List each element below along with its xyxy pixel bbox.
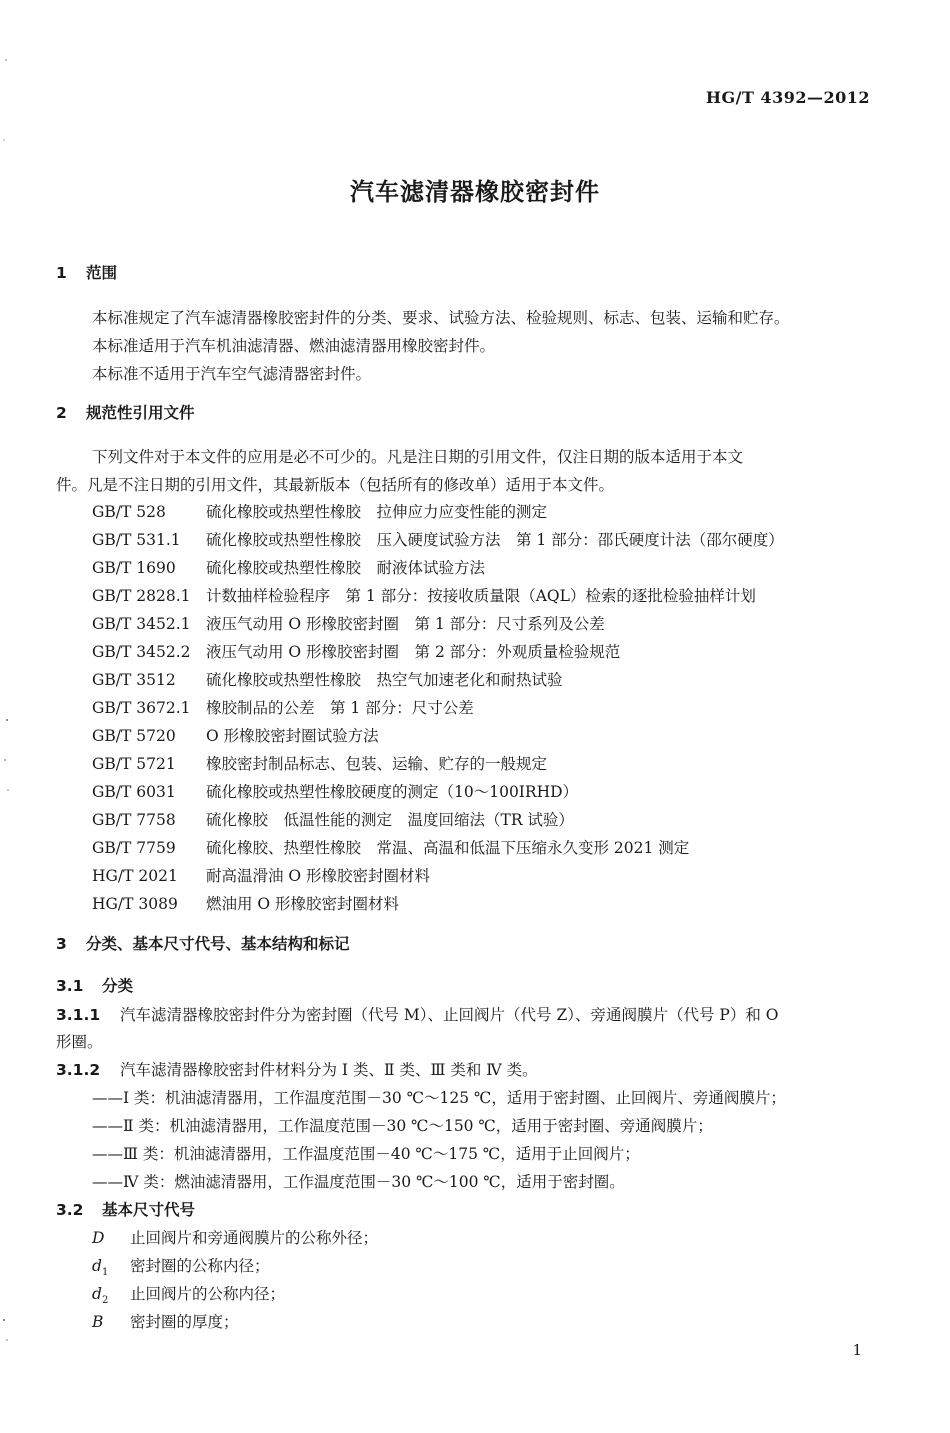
reference-item [92, 561, 485, 577]
reference-item [92, 897, 399, 913]
reference-code: HG/T 2021 [92, 867, 178, 885]
symbol-letter: d [92, 1285, 102, 1303]
dimension-symbol-item [92, 1315, 239, 1334]
list-item: ——Ⅱ 类：机油滤清器用，工作温度范围－30 ℃～150 ℃，适用于密封圈、旁通阀膜片； [92, 1117, 713, 1135]
reference-code: GB/T 531.1 [92, 531, 181, 549]
dimension-symbol-item [92, 1231, 378, 1250]
reference-code: HG/T 3089 [92, 895, 178, 913]
symbol-letter: D [92, 1229, 105, 1247]
clause-3-1-1 [56, 1008, 779, 1024]
dimension-symbol-item [92, 1259, 270, 1278]
reference-title: 硫化橡胶或热塑性橡胶 压入硬度试验方法 第 1 部分：邵氏硬度计法（邵尔硬度） [206, 531, 784, 549]
reference-title: 橡胶制品的公差 第 1 部分：尺寸公差 [206, 699, 474, 717]
reference-title: 硫化橡胶或热塑性橡胶 热空气加速老化和耐热试验 [206, 671, 563, 689]
symbol-letter: d [92, 1257, 102, 1275]
reference-title: 液压气动用 O 形橡胶密封圈 第 2 部分：外观质量检验规范 [206, 643, 621, 661]
clause-number: 3.1.1 [56, 1006, 101, 1024]
symbol-subscript: 1 [101, 1267, 109, 1279]
reference-title: 液压气动用 O 形橡胶密封圈 第 1 部分：尺寸系列及公差 [206, 615, 605, 633]
list-item: ——Ⅲ 类：机油滤清器用，工作温度范围－40 ℃～175 ℃，适用于止回阀片； [92, 1145, 640, 1163]
section-title: 分类 [102, 977, 134, 995]
symbol-letter: B [92, 1313, 104, 1331]
section-title: 基本尺寸代号 [102, 1201, 196, 1219]
section-number: 3.1 [56, 977, 84, 995]
section-2-heading [56, 406, 195, 422]
reference-title: 橡胶密封制品标志、包装、运输、贮存的一般规定 [206, 755, 548, 773]
section-number: 3 [56, 935, 67, 953]
dimension-description: 密封圈的公称内径； [130, 1257, 270, 1275]
reference-code: GB/T 3512 [92, 671, 176, 689]
document-title: 汽车滤清器橡胶密封件 [350, 178, 600, 206]
reference-code: GB/T 6031 [92, 783, 176, 801]
clause-number: 3.1.2 [56, 1061, 101, 1079]
reference-title: 硫化橡胶、热塑性橡胶 常温、高温和低温下压缩永久变形 2021 测定 [206, 839, 690, 857]
paragraph: 下列文件对于本文件的应用是必不可少的。凡是注日期的引用文件，仅注日期的版本适用于本文 [92, 448, 744, 466]
section-number: 3.2 [56, 1201, 84, 1219]
reference-code: GB/T 5721 [92, 755, 176, 773]
reference-item [92, 841, 689, 857]
dimension-description: 止回阀片的公称内径； [130, 1285, 286, 1303]
section-number: 1 [56, 264, 67, 282]
reference-item [92, 673, 563, 689]
reference-code: GB/T 3452.1 [92, 615, 191, 633]
list-item: ——Ⅳ 类：燃油滤清器用，工作温度范围－30 ℃～100 ℃，适用于密封圈。 [92, 1173, 625, 1191]
section-number: 2 [56, 404, 67, 422]
reference-code: GB/T 528 [92, 503, 166, 521]
section-3-2-heading [56, 1203, 195, 1219]
reference-code: GB/T 2828.1 [92, 587, 191, 605]
reference-title: 硫化橡胶或热塑性橡胶 耐液体试验方法 [206, 559, 486, 577]
section-title: 规范性引用文件 [86, 404, 195, 422]
reference-code: GB/T 1690 [92, 559, 176, 577]
reference-item [92, 505, 547, 521]
list-item: ——Ⅰ 类：机油滤清器用，工作温度范围－30 ℃～125 ℃，适用于密封圈、止回阀片、旁通阀膜片； [92, 1089, 786, 1107]
dimension-symbol [92, 1231, 130, 1250]
reference-item [92, 757, 547, 773]
reference-title: 耐高温滑油 O 形橡胶密封圈材料 [206, 867, 431, 885]
reference-title: 燃油用 O 形橡胶密封圈材料 [206, 895, 400, 913]
reference-item [92, 589, 756, 605]
standard-code-header: HG/T 4392—2012 [705, 88, 870, 107]
dimension-symbol [92, 1259, 130, 1278]
dimension-symbol [92, 1315, 130, 1334]
dimension-description: 止回阀片和旁通阀膜片的公称外径； [130, 1229, 379, 1247]
reference-title: 硫化橡胶或热塑性橡胶硬度的测定（10～100IRHD） [206, 783, 579, 801]
reference-title: O 形橡胶密封圈试验方法 [206, 727, 379, 745]
reference-item [92, 813, 574, 829]
paragraph: 本标准规定了汽车滤清器橡胶密封件的分类、要求、试验方法、检验规则、标志、包装、运输和贮存。 [92, 309, 790, 327]
dimension-description: 密封圈的厚度； [130, 1313, 239, 1331]
reference-code: GB/T 3672.1 [92, 699, 191, 717]
reference-title: 硫化橡胶 低温性能的测定 温度回缩法（TR 试验） [206, 811, 574, 829]
section-3-heading [56, 937, 350, 953]
paragraph: 件。凡是不注日期的引用文件，其最新版本（包括所有的修改单）适用于本文件。 [56, 476, 615, 494]
reference-item [92, 785, 578, 801]
clause-text: 汽车滤清器橡胶密封件分为密封圈（代号 M）、止回阀片（代号 Z）、旁通阀膜片（代号 P）和 O [120, 1006, 779, 1024]
reference-item [92, 617, 605, 633]
section-title: 范围 [86, 264, 118, 282]
section-title: 分类、基本尺寸代号、基本结构和标记 [86, 935, 350, 953]
reference-item [92, 729, 379, 745]
dimension-symbol [92, 1287, 130, 1306]
scan-speckle-decoration [0, 0, 20, 1433]
symbol-subscript: 2 [101, 1295, 109, 1307]
reference-item [92, 645, 620, 661]
reference-code: GB/T 7758 [92, 811, 176, 829]
paragraph: 形圈。 [56, 1033, 103, 1051]
reference-code: GB/T 3452.2 [92, 643, 191, 661]
reference-code: GB/T 5720 [92, 727, 176, 745]
reference-code: GB/T 7759 [92, 839, 176, 857]
reference-item [92, 701, 474, 717]
paragraph: 本标准适用于汽车机油滤清器、燃油滤清器用橡胶密封件。 [92, 337, 496, 355]
page-number: 1 [852, 1341, 862, 1359]
clause-3-1-2 [56, 1063, 538, 1079]
section-3-1-heading [56, 979, 133, 995]
clause-text: 汽车滤清器橡胶密封件材料分为 Ⅰ 类、Ⅱ 类、Ⅲ 类和 Ⅳ 类。 [120, 1061, 538, 1079]
section-1-heading [56, 266, 117, 282]
dimension-symbol-item [92, 1287, 285, 1306]
reference-title: 硫化橡胶或热塑性橡胶 拉伸应力应变性能的测定 [206, 503, 548, 521]
reference-item [92, 533, 784, 549]
paragraph: 本标准不适用于汽车空气滤清器密封件。 [92, 365, 372, 383]
reference-title: 计数抽样检验程序 第 1 部分：按接收质量限（AQL）检索的逐批检验抽样计划 [206, 587, 756, 605]
reference-item [92, 869, 430, 885]
